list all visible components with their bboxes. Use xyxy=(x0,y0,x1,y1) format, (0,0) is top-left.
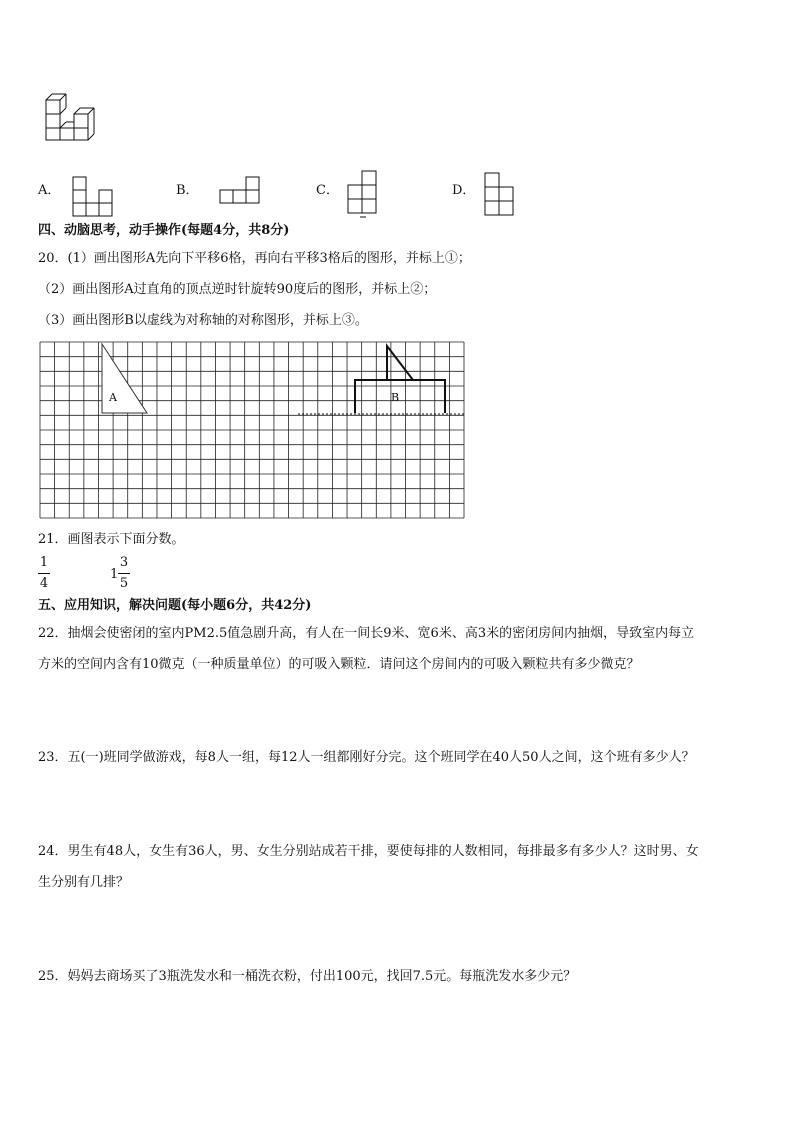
q21-text: 21．画图表示下面分数。 xyxy=(38,532,185,547)
frac2-whole: 1 xyxy=(110,567,119,582)
q22-line1: 22．抽烟会使密闭的室内PM2.5值急剧升高，有人在一间长9米、宽6米、高3米的密闭房间内抽烟，导致室内每立 xyxy=(38,626,695,641)
section-5-heading: 五、应用知识，解决问题(每小题6分，共42分) xyxy=(38,598,312,613)
shape-b-label: B xyxy=(391,391,400,404)
cube-stack-figure xyxy=(44,92,104,142)
q22-line2: 方米的空间内含有10微克（一种质量单位）的可吸入颗粒．请问这个房间内的可吸入颗粒共有多少微克？ xyxy=(38,657,640,672)
option-c-label[interactable]: C． xyxy=(316,183,339,198)
drawing-grid[interactable] xyxy=(40,342,464,518)
option-b-label[interactable]: B． xyxy=(176,183,199,198)
option-c-figure xyxy=(346,170,380,218)
q23-line1: 23．五(一)班同学做游戏，每8人一组，每12人一组都刚好分完。这个班同学在40人50人之间，这个班有多少人？ xyxy=(38,750,695,765)
q20-line3: （3）画出图形B以虚线为对称轴的对称图形，并标上③。 xyxy=(38,313,368,328)
option-d-label[interactable]: D． xyxy=(452,183,476,198)
q20-line2: （2）画出图形A过直角的顶点逆时针旋转90度后的图形，并标上②； xyxy=(38,282,437,297)
q24-line1: 24．男生有48人，女生有36人，男、女生分别站成若干排，要使每排的人数相同，每排最多有多少人？这时男、女 xyxy=(38,844,699,859)
option-b-figure xyxy=(218,176,262,206)
q24-line2: 生分别有几排？ xyxy=(38,875,130,890)
frac1-bar xyxy=(38,573,50,574)
frac1-numerator: 1 xyxy=(39,555,49,570)
option-a-figure xyxy=(72,176,116,218)
q25-line1: 25．妈妈去商场买了3瓶洗发水和一桶洗衣粉，付出100元，找回7.5元。每瓶洗发水多少元？ xyxy=(38,969,577,984)
option-a-label[interactable]: A． xyxy=(38,183,61,198)
frac1-denominator: 4 xyxy=(39,576,49,591)
frac2-denominator: 5 xyxy=(119,576,129,591)
shape-b xyxy=(355,346,445,413)
option-d-figure xyxy=(484,172,518,216)
shape-a-label: A xyxy=(109,391,117,404)
section-4-heading: 四、动脑思考，动手操作(每题4分，共8分) xyxy=(38,223,290,238)
frac2-bar xyxy=(118,573,130,574)
q20-line1: 20．(1）画出图形A先向下平移6格，再向右平移3格后的图形，并标上①； xyxy=(38,251,471,266)
frac2-numerator: 3 xyxy=(119,555,129,570)
